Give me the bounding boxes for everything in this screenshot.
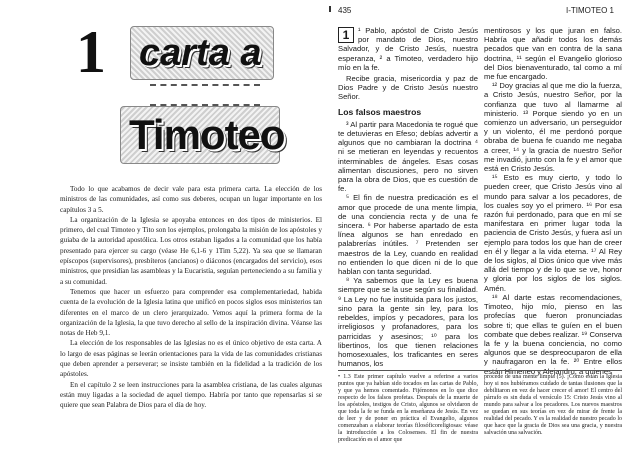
verse-paragraph: ¹² Doy gracias al que me dio la fuerza, a Cristo Jesús, nuestro Señor, por la confianza que tuvo al llamarme al ministerio. ¹³ Porque siendo yo en un comienzo un adversario, un perseguidor y un violento, él me perdonó porque obraba de buena fe cuando me negaba a creer, ¹⁴ y la gracia de nuestro Señor me invadió, junto con la fe y el amor que está en Cristo Jesús. [484,81,622,174]
intro-paragraph: En el capítulo 2 se leen instrucciones para la asamblea cristiana, de las cuales algunas están muy ligadas a la sociedad de aquel tiempo. Habría por tanto que repensarlas si se quiere que sean Palabra de Dios para el día de hoy. [60,380,322,410]
verse-paragraph: Recibe gracia, misericordia y paz de Dios Padre y de Cristo Jesús nuestro Señor. [338,74,478,102]
verse-paragraph: ⁸ Ya sabemos que la Ley es buena siempre que se la use según su finalidad. ⁹ La Ley no fue instituida para los justos, sino para la gente sin ley, para los rebeldes, impíos y pecadores, para los irreligiosos y profanadores, para los parricidas y asesinos; ¹⁰ para los libertinos, los que tienen relaciones homosexuales, los traficantes en seres humanos, los [338,276,478,369]
banner-top [130,26,274,80]
title-banner [120,26,285,176]
verse-paragraph: ¹⁵ Esto es muy cierto, y todo lo pueden creer, que Cristo Jesús vino al mundo para salvar a los pecadores, de los cuales soy yo el primero. ¹⁶ Por esa razón fui perdonado, para que en mí se manifestara en primer lugar toda la paciencia de Cristo Jesús, y fuera así un ejemplo para todos los que han de creer en él y llegar a la vida eterna. ¹⁷ Al Rey de los siglos, al Dios único que vive más allá del tiempo y de lo que se ve, honor y gloria por los siglos de los siglos. Amén. [484,173,622,293]
section-title: Los falsos maestros [338,106,422,117]
banner-bottom [120,106,285,164]
ribbon-decoration [150,84,260,106]
footnote-column-1 [338,374,478,444]
verse-paragraph: ¹⁸ Al darte estas recomendaciones, Timoteo, hijo mío, pienso en las profecías que fueron pronunciadas sobre ti; que ellas te guíen en el buen combate que debes realizar. ¹⁹ Conserva la fe y la buena conciencia, no como algunos que se despreocuparon de ella y naufragaron en la fe. ²⁰ Entre ellos están Himeneo y Alejandro, a quienes [484,292,622,376]
chapter-number: 1 [76,19,106,85]
text-column-2 [484,26,622,376]
footnote-divider [338,370,622,371]
footnote-text: • 1.3 Este primer capítulo vuelve a referirse a varios puntos que ya habían sido tocados en las cartas de Pablo, y que ya hemos comentado. Fijémonos en lo que dice respecto de los falsos profetas. Después de la muerte de los apóstoles, testigos de Cristo, algunos se olvidaron de que toda la fe se funda en la enseñanza de Jesús. En vez de leer y de poner en práctica el Evangelio, algunos comenzaban a elaborar teorías filosóficoreligiosas: véase la introducción a los Colosenses. El fin de nuestra predicación es el amor que [338,374,478,443]
intro-paragraph: Tenemos que hacer un esfuerzo para comprender esa complementariedad, habida cuenta de la evolución de la Iglesia latina que unificó en pocos siglos esos ministerios tan diferentes en el marco de un clero jerarquizado. Vemos aquí la primera forma de la organización de la Iglesia, la que tuvo derecho al sello de la inspiración divina. Véanse las notas de Heb 9,1. [60,287,322,338]
verse-paragraph: mentirosos y los que juran en falso. Habría que añadir todos los demás pecados que van en contra de la sana doctrina, ¹¹ según el Evangelio glorioso del Dios bienaventurado, tal como a mí me fue encargado. [484,26,622,82]
page-number: 435 [338,6,352,15]
verse-paragraph [338,26,478,72]
footnote-column-2 [484,374,622,437]
verse-paragraph: ³ Al partir para Macedonia te rogué que te detuvieras en Efeso; debías advertir a algunos que no cambiaran la doctrina ⁴ ni se metieran en leyendas y recuentos interminables de ángeles. Esas cosas alimentan discusiones, pero no sirven para la obra de Dios, que es cuestión de fe. [338,119,478,194]
banner-word-timoteo: Timoteo [129,111,285,158]
footnote-text: procede de una mente limpia (5). ¡Cómo están la Iglesia hoy si nos hubiéramos cuidado de tantas ilusiones que la debilitaron en vez de hacer crecer el amor! El centro del párrafo es sin duda el versículo 15: Cristo Jesús vino al mundo para salvar a los pecadores. Los nuevos maestros se quedan en sus teorías en vez de mirar de frente la realidad del pecado. Y es la realidad de nuestro pecado lo que hace que la gracia de Dios sea una gracia, y nuestra salvación una salvación. [484,374,622,436]
running-head: I-TIMOTEO 1 [566,6,614,15]
intro-paragraph: La organización de la Iglesia se apoyaba entonces en dos tipos de ministerios. El primero, del cual Timoteo y Tito son los ejemplos, prolongaba la misión de los apóstoles y guiaba de la autoridad apostólica. Los otros estaban ligados a la comunidad que los había presentado para ejercer su cargo (véase He 6,1-6 y 1Tim 5,22). Ya sea que se llamaran epíscopos (supervisores), presbíteros (ancianos) o diáconos (encargados del servicio), esos ministros, que presidían las asambleas y la Eucaristía, seguían perteneciendo a su familia y a su comunidad. [60,215,322,286]
verse-text: ¹ Pablo, apóstol de Cristo Jesús por mandato de Dios, nuestro Salvador, y de Cristo Jesús, nuestra esperanza, ² a Timoteo, verdadero hijo mío en la fe. [338,26,478,72]
intro-paragraph: Todo lo que acabamos de decir vale para esta primera carta. La elección de los ministros de las comunidades, así como sus deberes, ocupan un lugar importante en los capítulos 3 a 5. [60,185,322,214]
chapter-box: 1 [338,27,354,43]
text-column-1 [338,26,478,368]
page-fold-mark [329,6,331,12]
intro-paragraph: La elección de los responsables de las Iglesias no es el único objetivo de esta carta. A lo largo de esas páginas se leerán orientaciones para la vida de las comunidades cristianas que deben aprender a perseverar; se insiste también en la fidelidad a la tradición de los apóstoles. [60,339,322,379]
introduction-text [60,184,322,411]
banner-word-carta: carta a [139,32,262,74]
verse-paragraph: ⁵ El fin de nuestra predicación es el amor que procede de una mente limpia, de una conciencia recta y de una fe sincera. ⁶ Por haberse apartado de esta línea algunos se han enredado en palabrerías inútiles. ⁷ Pretenden ser maestros de la Ley, cuando en realidad no entienden lo que dicen ni de lo que hablan con tanta seguridad. [338,193,478,277]
